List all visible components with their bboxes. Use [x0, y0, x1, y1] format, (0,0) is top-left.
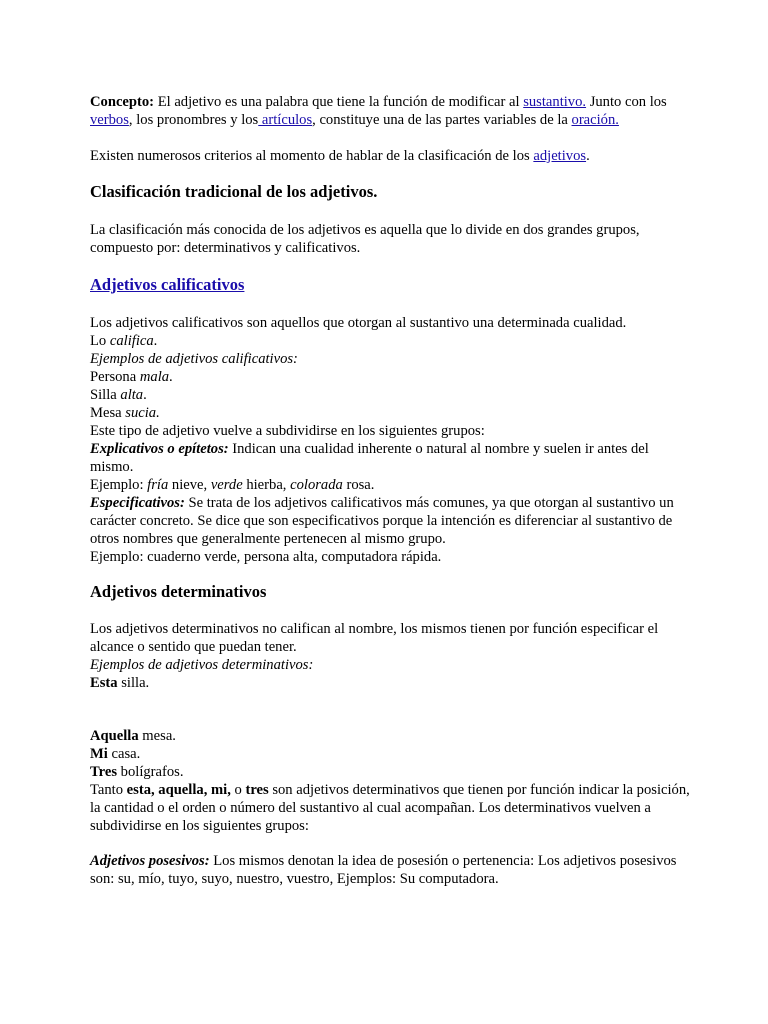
text-bold: Aquella: [90, 728, 139, 744]
concept-label: Concepto:: [90, 94, 155, 110]
text: Silla: [90, 387, 121, 403]
heading-calificativos: [90, 275, 690, 295]
concept-paragraph: [90, 93, 690, 129]
text: Se trata de los adjetivos calificativos más comunes, ya que otorgan al sustantivo un carácter concreto. Se dice que son especificativos porque la intención es diferenciar al sustantivo de otros nombres que generalmente pertenecen al mismo grupo.: [90, 495, 674, 547]
link-sustantivo[interactable]: sustantivo.: [523, 94, 587, 110]
link-articulos[interactable]: artículos: [258, 112, 313, 128]
text: hierba,: [242, 477, 291, 493]
text-bold: Mi: [90, 746, 108, 762]
especificativos-paragraph: [90, 494, 690, 548]
heading-determinativos: Adjetivos determinativos: [90, 582, 267, 601]
label-bold-italic: Especificativos:: [90, 495, 185, 511]
text: rosa.: [342, 477, 375, 493]
concept-text: Junto con los: [586, 94, 667, 110]
posesivos-paragraph: [90, 852, 690, 888]
example-aquella: [90, 727, 690, 745]
text-bold: Esta: [90, 675, 118, 691]
link-adjetivos-calificativos[interactable]: Adjetivos calificativos: [90, 275, 245, 294]
text-italic: Ejemplos de adjetivos determinativos:: [90, 657, 314, 673]
text: Lo: [90, 333, 110, 349]
label-bold-italic: Explicativos o epítetos:: [90, 441, 229, 457]
text: Mesa: [90, 405, 126, 421]
clasificacion-paragraph: La clasificación más conocida de los adjetivos es aquella que lo divide en dos grandes grupos, compuesto por: determinativos y calificativos.: [90, 222, 640, 256]
determinativos-line: Los adjetivos determinativos no califican al nombre, los mismos tienen por función especificar el alcance o sentido que puedan tener.: [90, 621, 659, 655]
text: silla.: [117, 675, 150, 691]
example-silla: [90, 386, 690, 404]
heading-clasificacion: Clasificación tradicional de los adjetivos.: [90, 182, 378, 201]
determinativos-examples: [90, 727, 690, 835]
link-verbos[interactable]: verbos: [90, 112, 129, 128]
link-adjetivos[interactable]: adjetivos: [533, 148, 587, 164]
text-bold: esta, aquella, mi,: [126, 782, 231, 798]
text-italic: Ejemplos de adjetivos calificativos:: [90, 351, 298, 367]
example-tres: [90, 763, 690, 781]
determinativos-section: [90, 620, 690, 692]
calificativos-section: [90, 314, 690, 566]
text: .: [143, 387, 147, 403]
text: casa.: [107, 746, 141, 762]
text: mesa.: [138, 728, 176, 744]
text: .: [153, 333, 158, 349]
ejemplo-especificativos: Ejemplo: cuaderno verde, persona alta, computadora rápida.: [90, 549, 442, 565]
example-mesa: [90, 404, 690, 422]
text: nieve,: [168, 477, 211, 493]
criteria-text: Existen numerosos criterios al momento de hablar de la clasificación de los: [90, 148, 534, 164]
text: Persona: [90, 369, 140, 385]
tanto-paragraph: [90, 781, 690, 835]
link-oracion[interactable]: oración.: [571, 112, 619, 128]
text: Indican una cualidad inherente o natural al nombre y suelen ir antes del mismo.: [90, 441, 649, 475]
example-esta: [90, 674, 690, 692]
text: bolígrafos.: [117, 764, 184, 780]
text: Ejemplo:: [90, 477, 148, 493]
text-bold: tres: [245, 782, 269, 798]
label-bold-italic: Adjetivos posesivos:: [90, 853, 210, 869]
text-italic: sucia.: [125, 405, 160, 421]
criteria-end: .: [586, 148, 590, 164]
text-italic: califica: [109, 333, 154, 349]
text: Los mismos denotan la idea de posesión o pertenencia: Los adjetivos posesivos son: su, mío, tuyo, suyo, nuestro, vuestro, Ejemplos: Su computadora.: [90, 853, 677, 887]
example-mi: [90, 745, 690, 763]
text-italic: fría: [147, 477, 169, 493]
concept-text: El adjetivo es una palabra que tiene la función de modificar al: [154, 94, 524, 110]
explicativos-paragraph: [90, 440, 690, 476]
ejemplo-explicativos: [90, 476, 690, 494]
text: Tanto: [90, 782, 127, 798]
califica-line: [90, 332, 690, 350]
text: o: [230, 782, 246, 798]
concept-text: , los pronombres y los: [128, 112, 259, 128]
text-bold: Tres: [90, 764, 118, 780]
concept-text: , constituye una de las partes variables de la: [312, 112, 572, 128]
text-italic: colorada: [290, 477, 343, 493]
text-italic: verde: [210, 477, 243, 493]
criteria-paragraph: [90, 147, 690, 165]
examples-label: [90, 656, 690, 674]
calificativos-line: Los adjetivos calificativos son aquellos que otorgan al sustantivo una determinada cualidad.: [90, 315, 627, 331]
examples-label: [90, 350, 690, 368]
text-italic: mala: [139, 369, 170, 385]
text: .: [169, 369, 173, 385]
example-persona: [90, 368, 690, 386]
text: son adjetivos determinativos que tienen por función indicar la posición, la cantidad o el orden o número del sustantivo al cual acompañan. Los determinativos vuelven a subdividirse en los siguientes grupos:: [90, 782, 690, 834]
subdivide-line: Este tipo de adjetivo vuelve a subdividirse en los siguientes grupos:: [90, 423, 485, 439]
text-italic: alta: [120, 387, 144, 403]
